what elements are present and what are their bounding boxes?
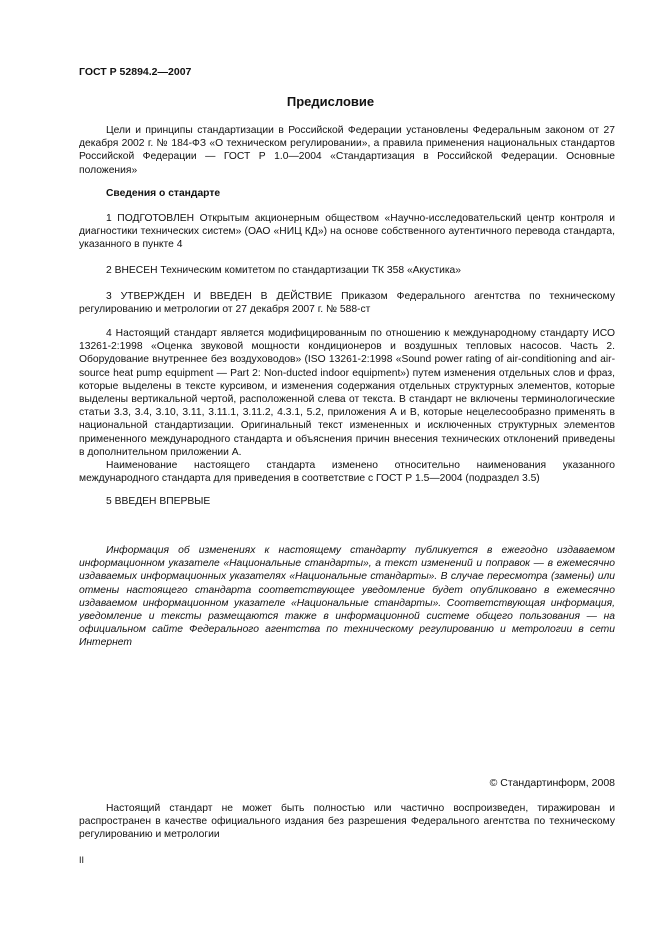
item-1-section <box>79 212 615 252</box>
item-5-section <box>79 495 615 508</box>
legal-paragraph: Настоящий стандарт не может быть полностью или частично воспроизведен, тиражирован и распространен в качестве официального издания без разрешения Федерального агентства по техническому регулированию и метрологии <box>79 803 615 841</box>
item-4-continued: Наименование настоящего стандарта изменено относительно наименования указанного международного стандарта для приведения в соответствие с ГОСТ Р 1.5—2004 (подраздел 3.5) <box>79 460 615 485</box>
info-heading: Сведения о стандарте <box>106 188 221 199</box>
notice-paragraph: Информация об изменениях к настоящему стандарту публикуется в ежегодно издаваемом информационном указателе «Национальные стандарты», а текст изменений и поправок — в ежемесячно издаваемых информационных указателях «Национальные стандарты». В случае пересмотра (замены) или отмены настоящего стандарта соответствующее уведомление будет опубликовано в ежемесячно издаваемом информационном указателе «Национальные стандарты». Соответствующая информация, уведомление и тексты размещаются также в информационной системе общего пользования — на официальном сайте Федерального агентства по техническому регулированию и метрологии в сети Интернет <box>79 545 615 649</box>
page-number: II <box>79 855 85 865</box>
item-2: 2 ВНЕСЕН Техническим комитетом по стандартизации ТК 358 «Акустика» <box>106 265 462 276</box>
intro-section <box>79 124 615 177</box>
item-1: 1 ПОДГОТОВЛЕН Открытым акционерным обществом «Научно-исследовательский центр контроля и диагностики технических систем» (ОАО «НИЦ КД») на основе собственного аутентичного перевода стандарта, указанного в пункте 4 <box>79 213 615 251</box>
intro-paragraph: Цели и принципы стандартизации в Российской Федерации установлены Федеральным законом от 27 декабря 2002 г. № 184-ФЗ «О техническом регулировании», а правила применения национальных стандартов Российской Федерации — ГОСТ Р 1.0—2004 «Стандартизация в Российской Федерации. Основные положения» <box>79 125 615 176</box>
item-5: 5 ВВЕДЕН ВПЕРВЫЕ <box>106 496 211 507</box>
copyright-notice: © Стандартинформ, 2008 <box>489 777 615 789</box>
item-3: 3 УТВЕРЖДЕН И ВВЕДЕН В ДЕЙСТВИЕ Приказом Федерального агентства по техническому регулированию и метрологии от 27 декабря 2007 г. № 588-ст <box>79 291 615 316</box>
item-4-section <box>79 327 615 485</box>
item-4: 4 Настоящий стандарт является модифицированным по отношению к международному стандарту ИСО 13261-2:1998 «Оценка звуковой мощности кондиционеров и воздушных тепловых насосов. Часть 2. Оборудование внутреннее без воздуховодов» (ISO 13261-2:1998 «Sound power rating of air-conditioning and air-source heat pump equipment — Part 2: Non-ducted indoor equipment») путем изменения отдельных слов и фраз, которые выделены в тексте курсивом, и изменения содержания отдельных структурных элементов, которые выделены вертикальной чертой, расположенной слева от текста. В стандарт не включены терминологические статьи 3.3, 3.4, 3.10, 3.11, 3.11.1, 3.11.2, 4.3.1, 5.2, приложения А и В, которые нецелесообразно применять в национальной стандартизации. Оригинальный текст измененных и исключенных структурных элементов примененного международного стандарта и объяснения причин внесения технических отклонений приведены в дополнительном приложении А. <box>79 328 615 458</box>
legal-section <box>79 802 615 842</box>
item-3-section <box>79 290 615 316</box>
document-header: ГОСТ Р 52894.2—2007 <box>79 66 192 78</box>
info-heading-section <box>79 187 615 200</box>
item-2-section <box>79 264 615 277</box>
notice-section <box>79 544 615 650</box>
page-title: Предисловие <box>286 94 375 109</box>
